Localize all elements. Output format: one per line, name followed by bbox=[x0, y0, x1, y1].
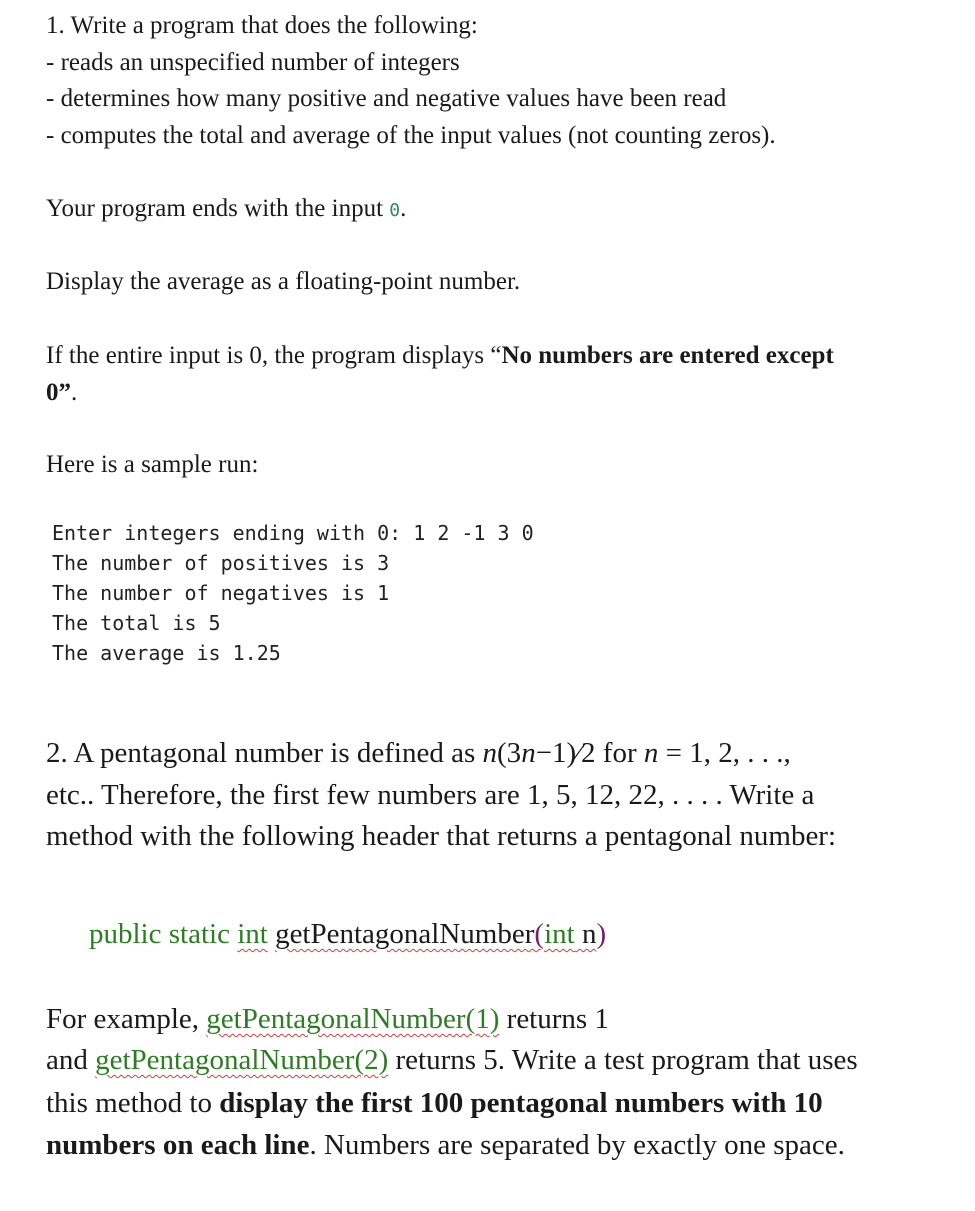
program-ends-suffix: . bbox=[400, 195, 407, 222]
program-ends-value: 0 bbox=[389, 200, 401, 221]
header-param-name: n bbox=[574, 918, 597, 950]
problem2-line3: method with the following header that returns a pentagonal number: bbox=[46, 820, 837, 852]
example-line2 bbox=[46, 1044, 858, 1077]
zero-input-text-line1 bbox=[46, 342, 834, 370]
formula-denominator: 2 bbox=[581, 737, 596, 769]
header-return-type: int bbox=[237, 918, 268, 950]
formula-part: (3 bbox=[497, 737, 522, 769]
zero-input-message-part2: 0” bbox=[46, 379, 71, 406]
instruction-prefix: this method to bbox=[46, 1087, 220, 1119]
sample-output-line: The average is 1.25 bbox=[52, 641, 281, 665]
example-returns-2: returns 5. Write a test program that uses bbox=[388, 1044, 858, 1076]
problem2-line2: etc.. Therefore, the first few numbers are 1, 5, 12, 22, . . . . Write a bbox=[46, 779, 815, 811]
formula-n: n bbox=[482, 737, 498, 769]
program-ends-prefix: Your program ends with the input bbox=[46, 195, 390, 222]
instruction-bold-1: display the first 100 pentagonal numbers with 10 bbox=[219, 1087, 823, 1119]
instruction-line2 bbox=[46, 1129, 845, 1162]
zero-input-prefix: If the entire input is 0, the program displays “ bbox=[46, 342, 502, 369]
header-method-name: getPentagonalNumber bbox=[275, 918, 535, 950]
header-space bbox=[268, 918, 275, 950]
problem1-bullet-2: - determines how many positive and negative values have been read bbox=[46, 85, 727, 112]
problem1-bullet-3: - computes the total and average of the input values (not counting zeros). bbox=[46, 122, 776, 149]
program-ends-text bbox=[46, 195, 406, 223]
example-and: and bbox=[46, 1044, 96, 1076]
formula-n: n bbox=[521, 737, 536, 769]
sample-output-line: The number of negatives is 1 bbox=[52, 581, 390, 605]
formula-n: n bbox=[643, 737, 659, 769]
sample-output-line: Enter integers ending with 0: 1 2 -1 3 0 bbox=[52, 521, 534, 545]
example-call-2: getPentagonalNumber(2) bbox=[95, 1044, 389, 1076]
sample-run-label: Here is a sample run: bbox=[46, 451, 259, 478]
problem1-bullet-1: - reads an unspecified number of integers bbox=[46, 49, 460, 76]
display-average-text: Display the average as a floating-point number. bbox=[46, 268, 521, 295]
formula-slash: ⁄ bbox=[576, 737, 582, 769]
sample-output-line: The number of positives is 3 bbox=[52, 551, 390, 575]
zero-input-message-part1: No numbers are entered except bbox=[501, 342, 834, 369]
problem1-intro: 1. Write a program that does the following: bbox=[46, 12, 478, 39]
instruction-line1 bbox=[46, 1087, 823, 1120]
sample-output-line: The total is 5 bbox=[52, 611, 221, 635]
example-call-1: getPentagonalNumber(1) bbox=[206, 1003, 500, 1035]
method-header bbox=[89, 918, 606, 951]
header-paren-close: ) bbox=[596, 918, 607, 950]
header-param-type: int bbox=[544, 918, 575, 950]
header-paren-open: ( bbox=[534, 918, 545, 950]
zero-input-text-line2 bbox=[46, 379, 77, 407]
instruction-bold-2: numbers on each line bbox=[46, 1129, 310, 1161]
header-modifiers: public static bbox=[89, 918, 238, 950]
problem2-line1 bbox=[46, 737, 791, 770]
formula-part: −1) bbox=[535, 737, 577, 769]
example-prefix: For example, bbox=[46, 1003, 207, 1035]
problem2-intro: 2. A pentagonal number is defined as bbox=[46, 737, 483, 769]
zero-input-suffix: . bbox=[71, 379, 78, 406]
instruction-suffix: . Numbers are separated by exactly one space. bbox=[309, 1129, 845, 1161]
example-returns-1: returns 1 bbox=[499, 1003, 609, 1035]
formula-range: = 1, 2, . . ., bbox=[658, 737, 791, 769]
formula-for: for bbox=[595, 737, 644, 769]
example-line1 bbox=[46, 1003, 609, 1036]
